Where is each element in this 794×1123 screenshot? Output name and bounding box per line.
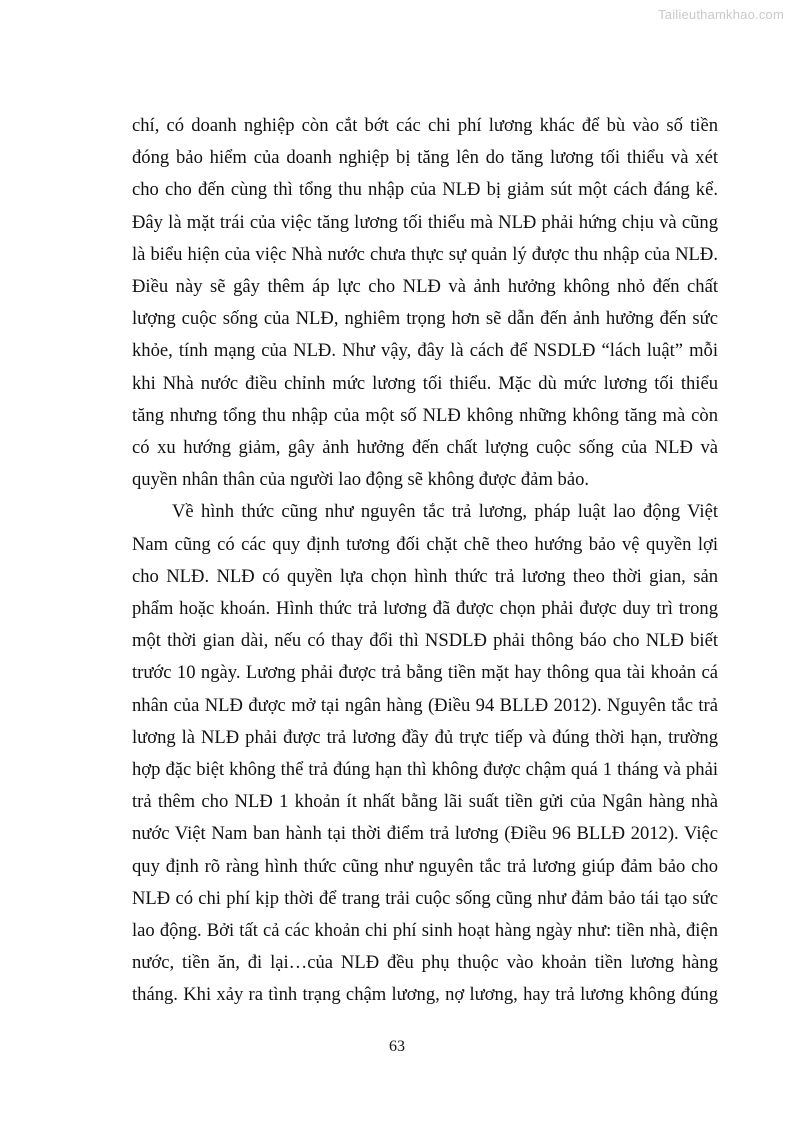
text-line: quy định rõ ràng hình thức cũng như nguyên tắc trả lương giúp đảm bảo cho [132, 855, 718, 877]
text-line: trả thêm cho NLĐ 1 khoản ít nhất bằng lãi suất tiền gửi của Ngân hàng nhà [132, 791, 718, 813]
text-line: tháng. Khi xảy ra tình trạng chậm lương, nợ lương, hay trả lương không đúng [132, 984, 718, 1006]
document-body [132, 110, 718, 1012]
text-line: nước Việt Nam ban hành tại thời điểm trả lương (Điều 96 BLLĐ 2012). Việc [132, 823, 718, 845]
text-line: tăng nhưng tổng thu nhập của một số NLĐ không những không tăng mà còn [132, 404, 718, 426]
page-number: 63 [389, 1038, 405, 1055]
text-line: lao động. Bởi tất cả các khoản chi phí sinh hoạt hàng ngày như: tiền nhà, điện [132, 920, 718, 942]
text-line: NLĐ có chi phí kịp thời để trang trải cuộc sống cũng như đảm bảo tái tạo sức [132, 887, 718, 909]
text-line: có xu hướng giảm, gây ảnh hưởng đến chất lượng cuộc sống của NLĐ và [132, 437, 718, 459]
text-line: cho cho đến cùng thì tổng thu nhập của NLĐ bị giảm sút một cách đáng kể. [132, 179, 718, 201]
text-line: chí, có doanh nghiệp còn cắt bớt các chi phí lương khác để bù vào số tiền [132, 115, 718, 136]
text-line: lượng cuộc sống của NLĐ, nghiêm trọng hơn sẽ dẫn đến ảnh hưởng đến sức [132, 308, 718, 330]
text-line: khi Nhà nước điều chỉnh mức lương tối thiểu. Mặc dù mức lương tối thiểu [132, 372, 718, 394]
text-line: Nam cũng có các quy định tương đối chặt chẽ theo hướng bảo vệ quyền lợi [132, 533, 718, 555]
text-line: hợp đặc biệt không thể trả đúng hạn thì không được chậm quá 1 tháng và phải [132, 759, 718, 781]
text-line: phẩm hoặc khoán. Hình thức trả lương đã được chọn phải được duy trì trong [132, 598, 718, 620]
text-line: là biểu hiện của việc Nhà nước chưa thực sự quản lý được thu nhập của NLĐ. [132, 243, 718, 265]
text-line: đóng bảo hiểm của doanh nghiệp bị tăng lên do tăng lương tối thiểu và xét [132, 147, 718, 169]
text-line: một thời gian dài, nếu có thay đổi thì NSDLĐ phải thông báo cho NLĐ biết [132, 630, 718, 652]
text-line: khỏe, tính mạng của NLĐ. Như vậy, đây là cách để NSDLĐ “lách luật” mỗi [132, 340, 718, 362]
text-line: Điều này sẽ gây thêm áp lực cho NLĐ và ảnh hưởng không nhỏ đến chất [132, 276, 718, 298]
watermark-text: Tailieuthamkhao.com [658, 7, 784, 22]
text-line: Về hình thức cũng như nguyên tắc trả lương, pháp luật lao động Việt [172, 501, 718, 523]
paragraph-2 [132, 496, 718, 1011]
text-line: nước, tiền ăn, đi lại…của NLĐ đều phụ thuộc vào khoản tiền lương hàng [132, 952, 718, 974]
text-line: nhân của NLĐ được mở tại ngân hàng (Điều 94 BLLĐ 2012). Nguyên tắc trả [132, 694, 718, 716]
text-line: Đây là mặt trái của việc tăng lương tối thiểu mà NLĐ phải hứng chịu và cũng [132, 211, 718, 233]
text-line: lương là NLĐ phải được trả lương đầy đủ trực tiếp và đúng thời hạn, trường [132, 726, 718, 748]
text-line: trước 10 ngày. Lương phải được trả bằng tiền mặt hay thông qua tài khoản cá [132, 662, 718, 684]
text-line: quyền nhân thân của người lao động sẽ không được đảm bảo. [132, 469, 590, 491]
text-line: cho NLĐ. NLĐ có quyền lựa chọn hình thức trả lương theo thời gian, sản [132, 565, 718, 587]
paragraph-1 [132, 110, 718, 496]
